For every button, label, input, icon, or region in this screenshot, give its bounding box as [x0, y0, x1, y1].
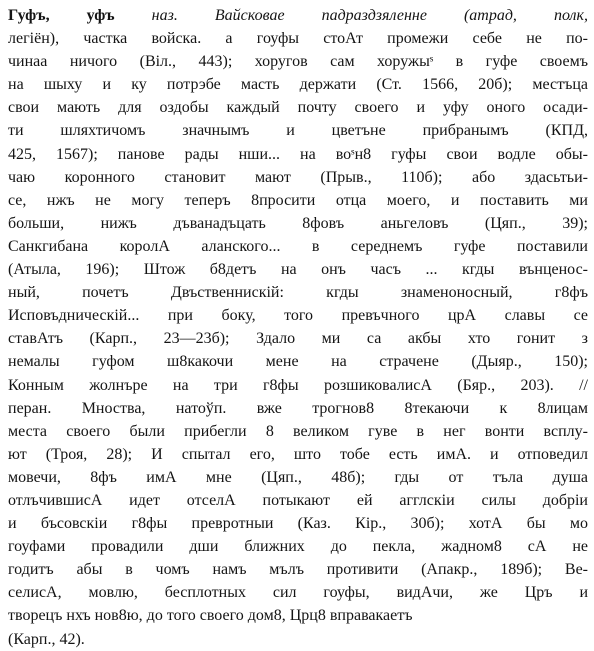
- entry-line-16: немалы гуфом ш8какочи мене на страчене (Дыяр., 150);: [8, 353, 588, 371]
- entry-line-7: 425, 1567); панове рады нши... на воˢн8 гуфы свои водле обы-: [8, 145, 588, 163]
- entry-line-13: ный, почетъ Двъственнискій: кгды знаменоносный, г8фъ: [8, 284, 588, 302]
- entry-line-2: легіён), частка войска. а гоуфы стоАт промежи себе не по-: [8, 30, 588, 48]
- entry-line-23: и бъсовскіи г8фы превротныи (Каз. Кір., 30б); хотА бы мо: [8, 515, 588, 533]
- entry-line-26: селисА, мовлю, бесплотных сил гоуфы, видАчи, же Цръ и: [8, 584, 588, 602]
- entry-line-12: (Атыла, 196); Штож б8детъ на онъ часъ ... кгды вънценос-: [8, 261, 588, 279]
- entry-line-4: на шыху и ку потрэбе масть держати (Ст. 1566, 20б); местъца: [8, 76, 588, 94]
- entry-line-28: (Карп., 42).: [8, 630, 85, 648]
- entry-line-19: места своего были прибегли 8 великом гуве в нег вонти всплу-: [8, 422, 588, 440]
- entry-line-8: чаю коронного становит мают (Прыв., 110б); або здасьтьи-: [8, 168, 588, 186]
- entry-line-22: отлъчившисА идет отселА потыкают ей агглскіи силы добріи: [8, 491, 588, 509]
- entry-line-10: больши, нижъ дъванадъцать 8фовъ аньгеловъ (Цяп., 39);: [8, 214, 588, 232]
- entry-line-9: се, нжъ не могу теперъ 8просити отца моего, и поставить ми: [8, 191, 588, 209]
- entry-line-27: творецъ нхъ нов8ю, до того своего дом8, Црц8 вправакаетъ: [8, 607, 413, 625]
- entry-line-1: [8, 4, 588, 27]
- headword: Гуфъ, уфъ: [8, 7, 115, 24]
- entry-line-11: Санкгибана королА аланского... в середнемъ гуфе поставили: [8, 237, 588, 255]
- entry-line-17: Конным жолнъре на три г8фы розшиковалисА (Бяр., 203). //: [8, 376, 588, 394]
- entry-line-20: ют (Троя, 28); И спытал его, што тобе есть имА. и отповедил: [8, 445, 588, 463]
- entry-line-21: мовечи, 8фъ имА мне (Цяп., 48б); гды от тъла душа: [8, 468, 588, 486]
- entry-line-3: чинаа ничого (Віл., 443); хоругов сам хоружыˢ в гуфе своемъ: [8, 53, 588, 71]
- entry-line-15: ставАтъ (Карп., 23—23б); Здало ми са акбы хто гонит з: [8, 330, 588, 348]
- entry-line-18: перан. Мноства, натоўп. вже трогнов8 8текаючи к 8лицам: [8, 399, 588, 417]
- dictionary-entry: [8, 4, 588, 651]
- entry-line-24: гоуфами провадили дши ближних до пекла, жадном8 сА не: [8, 538, 588, 556]
- definition-start: Вайсковае падраздзяленне (атрад, полк,: [214, 7, 588, 24]
- entry-line-5: свои мають для оздобы каждый почту своего и уфу оного осади-: [8, 99, 588, 117]
- grammar-label: наз.: [151, 7, 178, 24]
- entry-line-14: Исповъдническій... при боку, того превъчного црА славы се: [8, 307, 588, 325]
- entry-line-25: годитъ абы в чомъ намъ мълъ противити (Апакр., 189б); Ве-: [8, 561, 588, 579]
- entry-line-6: ти шляхтичомъ значнымъ и цветъне прибранымъ (КПД,: [8, 122, 588, 140]
